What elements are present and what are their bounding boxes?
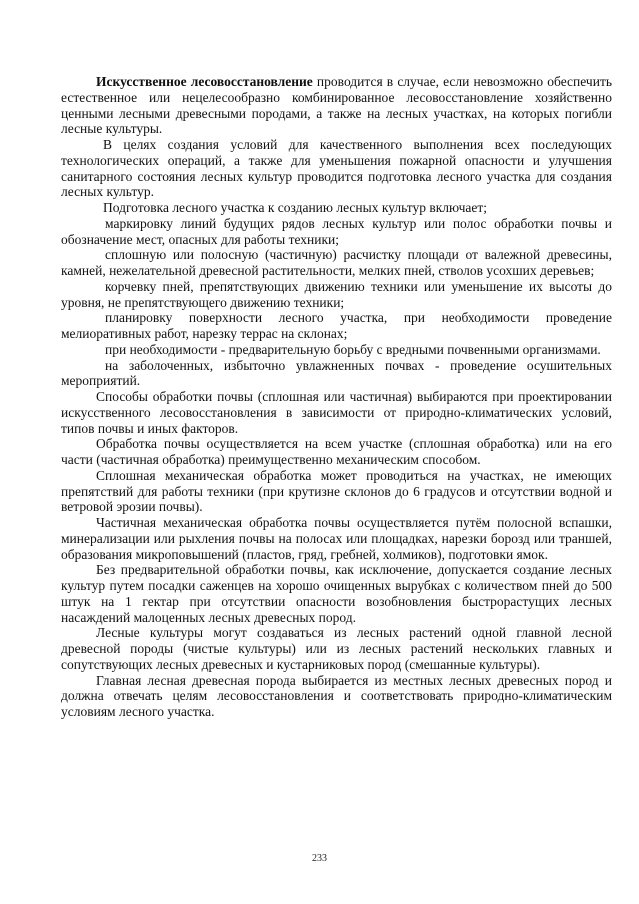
intro-text: проводится в случае, если невозможно обеспечить естественное или нецелесообразно комбинированное лесовосстановление хозяйственно ценными лесными древесными породами, а также на лесных участках, на которых погибли лесные культуры.: [61, 74, 612, 137]
paragraph-main-species: Главная лесная древесная порода выбирается из местных лесных древесных пород и должна отвечать целям лесовосстановления и соответствовать природно-климатическим условиям лесного участка.: [61, 672, 612, 719]
paragraph-full-tillage: Сплошная механическая обработка может проводиться на участках, не имеющих препятствий для работы техники (при крутизне склонов до 6 градусов и отсутствии водной и ветровой эрозии почвы).: [61, 467, 612, 515]
paragraph-no-tillage: Без предварительной обработки почвы, как исключение, допускается создание лесных культур путем посадки саженцев на хорошо очищенных вырубках с количеством пней до 500 штук на 1 гектар при отсутствии опасности возобновления быстрорастущих лесных насаждений малоценных лесных древесных пород.: [61, 562, 612, 625]
paragraph-plantation-composition: Лесные культуры могут создаваться из лесных растений одной главной лесной древесной породы (чистые культуры) или из лесных растений нескольких главных и сопутствующих лесных древесных и кустарниковых пород (смешанные культуры).: [61, 625, 612, 672]
paragraph-tillage-methods: Способы обработки почвы (сплошная или частичная) выбираются при проектировании искусственного лесовосстановления в зависимости от природно-климатических условий, типов почвы и иных факторов.: [61, 389, 612, 436]
lead-term: Искусственное лесовосстановление: [96, 74, 313, 89]
page-number: 233: [312, 853, 327, 864]
list-item-drainage: на заболоченных, избыточно увлажненных почвах - проведение осушительных мероприятий.: [61, 357, 612, 389]
list-item-leveling: планировку поверхности лесного участка, при необходимости проведение мелиоративных работ, нарезку террас на склонах;: [61, 310, 612, 341]
paragraph-site-preparation-purpose: В целях создания условий для качественного выполнения всех последующих технологических операций, а также для уменьшения пожарной опасности и улучшения санитарного состояния лесных культур проводится подготовка лесного участка для создания лесных культур.: [61, 137, 612, 200]
paragraph-partial-tillage: Частичная механическая обработка почвы осуществляется путём полосной вспашки, минерализации или рыхления почвы на полосах или площадках, нарезки борозд или траншей, образования микроповышений (пластов, гряд, гребней, холмиков), подготовки ямок.: [61, 515, 612, 562]
intro-paragraph: [61, 74, 612, 137]
list-item-marking: маркировку линий будущих рядов лесных культур или полос обработки почвы и обозначение мест, опасных для работы техники;: [61, 215, 612, 247]
list-item-uprooting: корчевку пней, препятствующих движению техники или уменьшение их высоты до уровня, не препятствующего движению техники;: [61, 278, 612, 310]
paragraph-tillage-extent: Обработка почвы осуществляется на всем участке (сплошная обработка) или на его части (частичная обработка) преимущественно механическим способом.: [61, 436, 612, 467]
body-text: [61, 74, 612, 720]
paragraph-preparation-includes: Подготовка лесного участка к созданию лесных культур включает;: [103, 200, 487, 215]
list-item-clearing: сплошную или полосную (частичную) расчистку площади от валежной древесины, камней, нежелательной древесной растительности, мелких пней, стволов усохших деревьев;: [61, 247, 612, 278]
list-item-pest-control: при необходимости - предварительную борьбу с вредными почвенными организмами.: [105, 341, 601, 357]
